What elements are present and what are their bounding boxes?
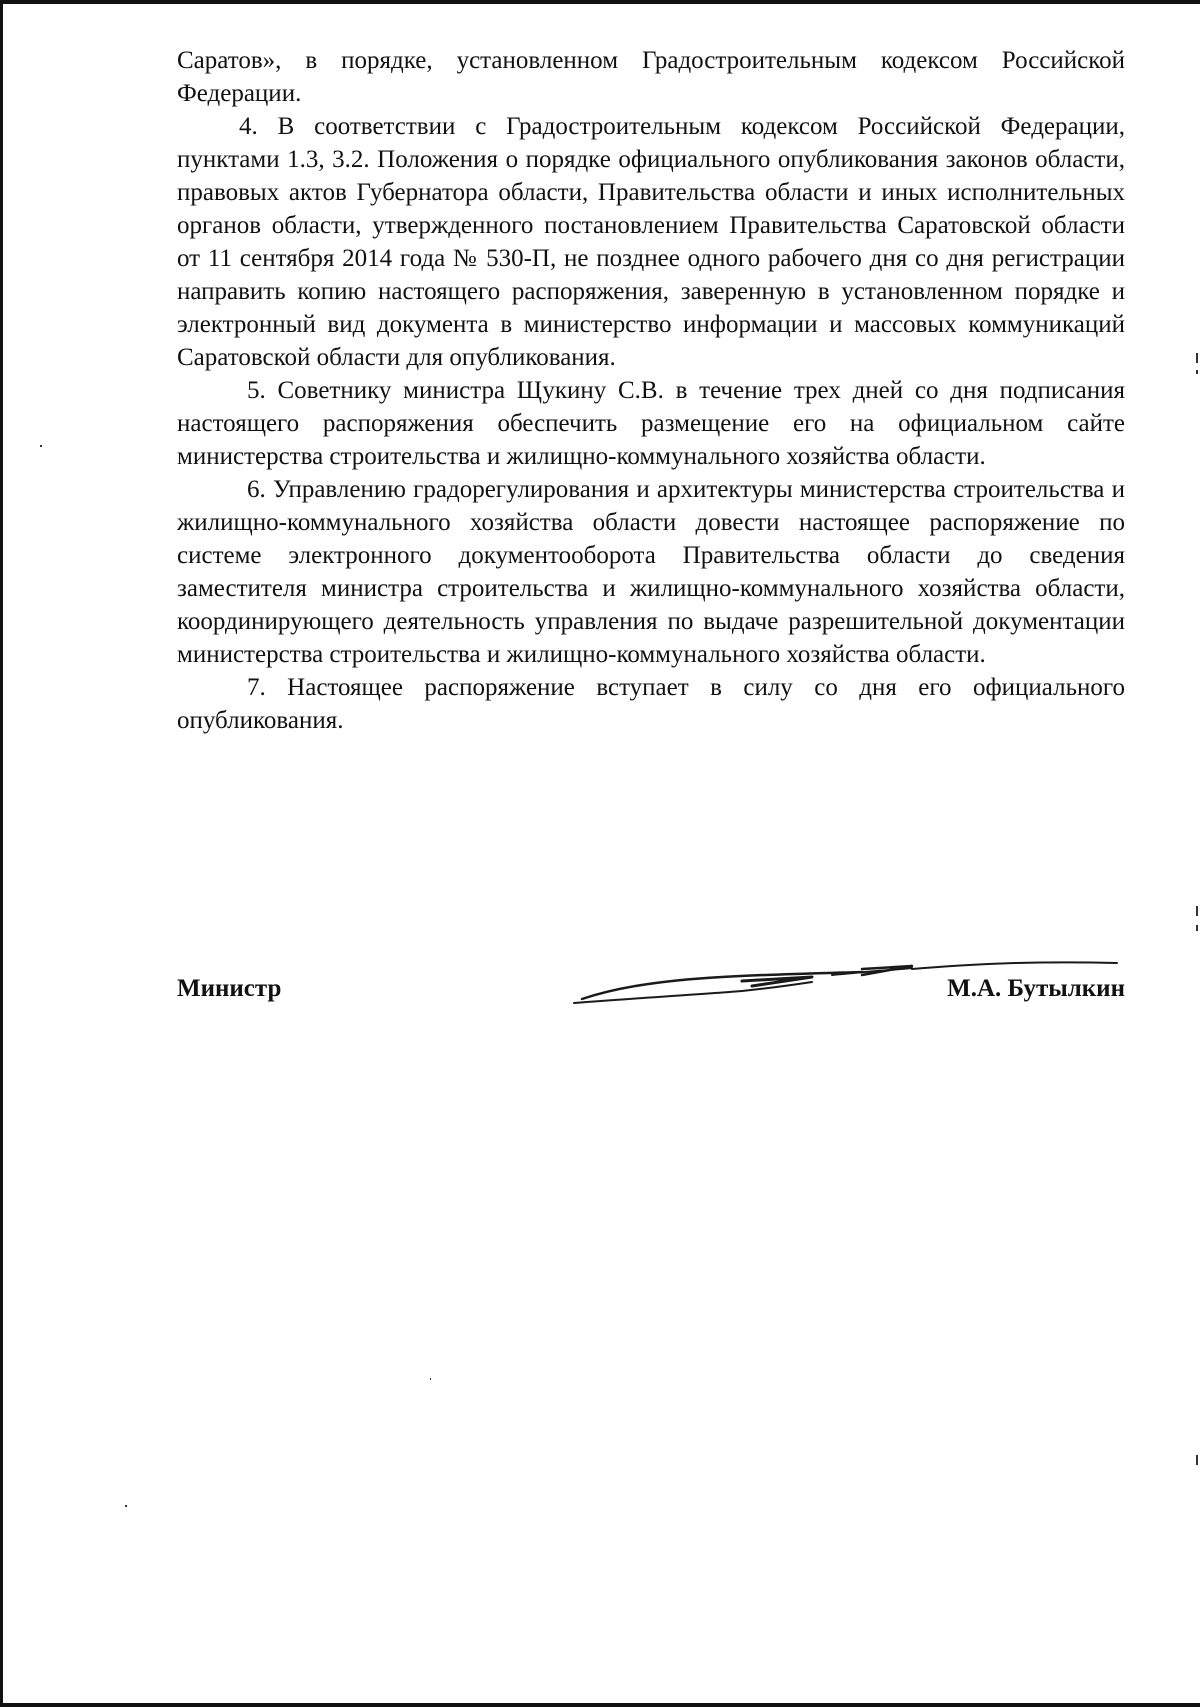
scan-speck [1196, 925, 1198, 931]
paragraph-item-5: 5. Советнику министра Щукину С.В. в течение трех дней со дня подписания настоящего распоряжения обеспечить размещение его на официальном сайте министерства строительства и жилищно-коммунального хозяйства области. [177, 377, 1125, 470]
signatory-title: Министр [177, 975, 282, 1002]
scan-speck [1196, 906, 1198, 916]
scan-speck [1196, 370, 1198, 374]
paragraph-continuation: Саратов», в порядке, установленном Градостроительным кодексом Российской Федерации. [177, 47, 1125, 107]
signature-block [177, 955, 1125, 1015]
scan-speck [1196, 353, 1198, 363]
scan-border-top [0, 0, 1200, 4]
scan-border-bottom [0, 1703, 1200, 1707]
scan-speck [1196, 1455, 1198, 1465]
scan-speck [40, 445, 42, 447]
signatory-name: М.А. Бутылкин [947, 975, 1125, 1002]
scan-border-left [0, 0, 3, 1707]
scan-speck [125, 1505, 127, 1507]
paragraph-item-4: 4. В соответствии с Градостроительным кодексом Российской Федерации, пунктами 1.3, 3.2. Положения о порядке официального опубликования законов области, правовых актов Губернатора области, Правительства области и иных исполнительных органов области, утвержденного постановлением Правительства Саратовской области от 11 сентября 2014 года № 530-П, не позднее одного рабочего дня со дня регистрации направить копию настоящего распоряжения, заверенную в установленном порядке и электронный вид документа в министерство информации и массовых коммуникаций Саратовской области для опубликования. [177, 113, 1125, 371]
paragraph-item-6: 6. Управлению градорегулирования и архитектуры министерства строительства и жилищно-коммунального хозяйства области довести настоящее распоряжение по системе электронного документооборота Правительства области до сведения заместителя министра строительства и жилищно-коммунального хозяйства области, координирующего деятельность управления по выдаче разрешительной документации министерства строительства и жилищно-коммунального хозяйства области. [177, 476, 1125, 668]
document-body [177, 44, 1125, 737]
paragraph-item-7: 7. Настоящее распоряжение вступает в силу со дня его официального опубликования. [177, 674, 1125, 734]
scan-speck [430, 1378, 431, 1380]
